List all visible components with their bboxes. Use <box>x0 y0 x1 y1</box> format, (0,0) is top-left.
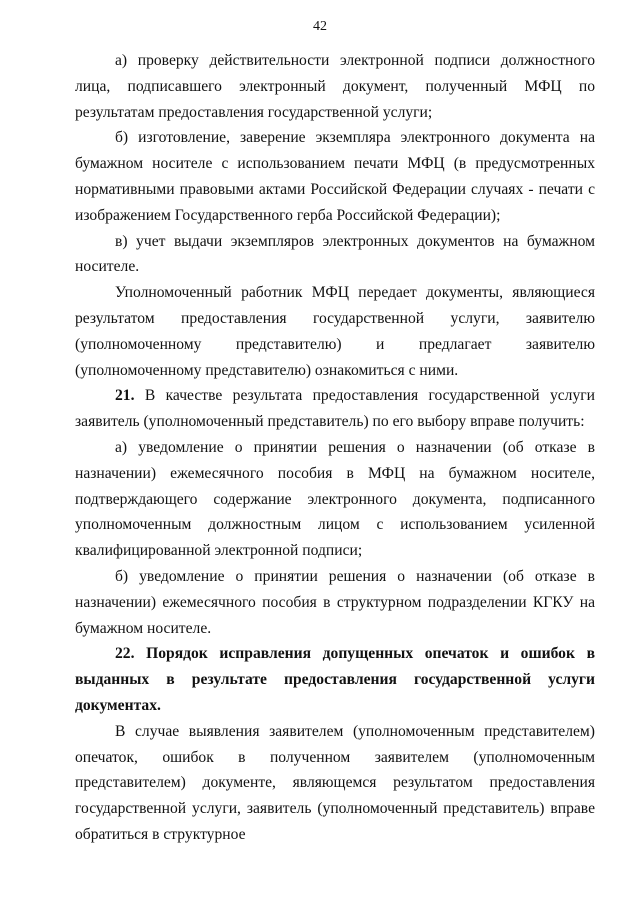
paragraph-mfc-transfer: Уполномоченный работник МФЦ передает документы, являющиеся результатом предоставления государственной услуги, заявителю (уполномоченному представителю) и предлагает заявителю (уполномоченному представителю) ознакомиться с ними. <box>75 284 595 379</box>
paragraph-a-signature-check: а) проверку действительности электронной подписи должностного лица, подписавшего электронный документ, полученный МФЦ по результатам предоставления государственной услуги; <box>75 52 595 121</box>
paragraph-21-a: а) уведомление о принятии решения о назначении (об отказе в назначении) ежемесячного пособия в МФЦ на бумажном носителе, подтверждающего содержание электронного документа, подписанного уполномоченным должностным лицом с использованием усиленной квалифицированной электронной подписи; <box>75 438 595 560</box>
paragraph-21-b: б) уведомление о принятии решения о назначении (об отказе в назначении) ежемесячного пособия в структурном подразделении КГКУ на бумажном носителе. <box>75 567 595 637</box>
clause-21-text: В качестве результата предоставления государственной услуги заявитель (уполномоченный представитель) по его выбору вправе получить: <box>75 387 595 431</box>
clause-number-21: 21. <box>115 387 135 405</box>
paragraph-error-correction: В случае выявления заявителем (уполномоченным представителем) опечаток, ошибок в полученном заявителем (уполномоченным представителем) документе, являющемся результатом предоставления государственной услуги, заявитель (уполномоченный представитель) вправе обратиться в структурное <box>75 722 595 843</box>
paragraph-b-paper-copy: б) изготовление, заверение экземпляра электронного документа на бумажном носителе с использованием печати МФЦ (в предусмотренных нормативными правовыми актами Российской Федерации случаях - печати с изображением Государственного герба Российской Федерации); <box>75 129 595 224</box>
page-number: 42 <box>313 19 327 34</box>
document-body <box>75 48 595 848</box>
paragraph-21 <box>75 383 595 435</box>
paragraph-v-copy-accounting: в) учет выдачи экземпляров электронных документов на бумажном носителе. <box>75 232 595 276</box>
section-heading-22: 22. Порядок исправления допущенных опечаток и ошибок в выданных в результате предоставления государственной услуги документах. <box>75 645 595 714</box>
